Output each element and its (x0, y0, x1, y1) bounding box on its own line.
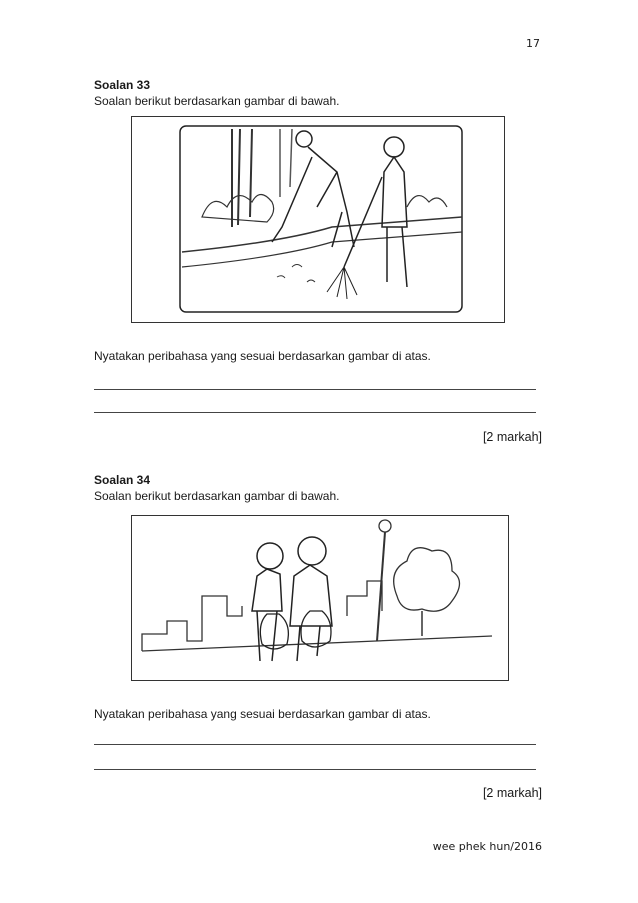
question-33-prompt: Nyatakan peribahasa yang sesuai berdasarkan gambar di atas. (94, 349, 431, 363)
question-33-marks: [2 markah] (482, 430, 542, 444)
question-33-instruction: Soalan berikut berdasarkan gambar di bawah. (94, 94, 340, 108)
question-34-instruction: Soalan berikut berdasarkan gambar di bawah. (94, 489, 340, 503)
question-33-picture-frame (131, 116, 505, 323)
question-33-answer-line-1[interactable] (94, 389, 536, 390)
question-34-answer-line-2[interactable] (94, 769, 536, 770)
question-34-title: Soalan 34 (94, 473, 151, 487)
question-34-picture-frame (131, 515, 509, 681)
question-34-prompt: Nyatakan peribahasa yang sesuai berdasarkan gambar di atas. (94, 707, 431, 721)
boys-sweeping-illustration (132, 117, 504, 322)
question-33-answer-line-2[interactable] (94, 412, 536, 413)
boy-helping-grandmother-illustration (132, 516, 508, 680)
page-number: 17 (526, 37, 540, 50)
footer-credit: wee phek hun/2016 (432, 840, 542, 853)
question-34-answer-line-1[interactable] (94, 744, 536, 745)
question-33-title: Soalan 33 (94, 78, 151, 92)
question-34-marks: [2 markah] (482, 786, 542, 800)
